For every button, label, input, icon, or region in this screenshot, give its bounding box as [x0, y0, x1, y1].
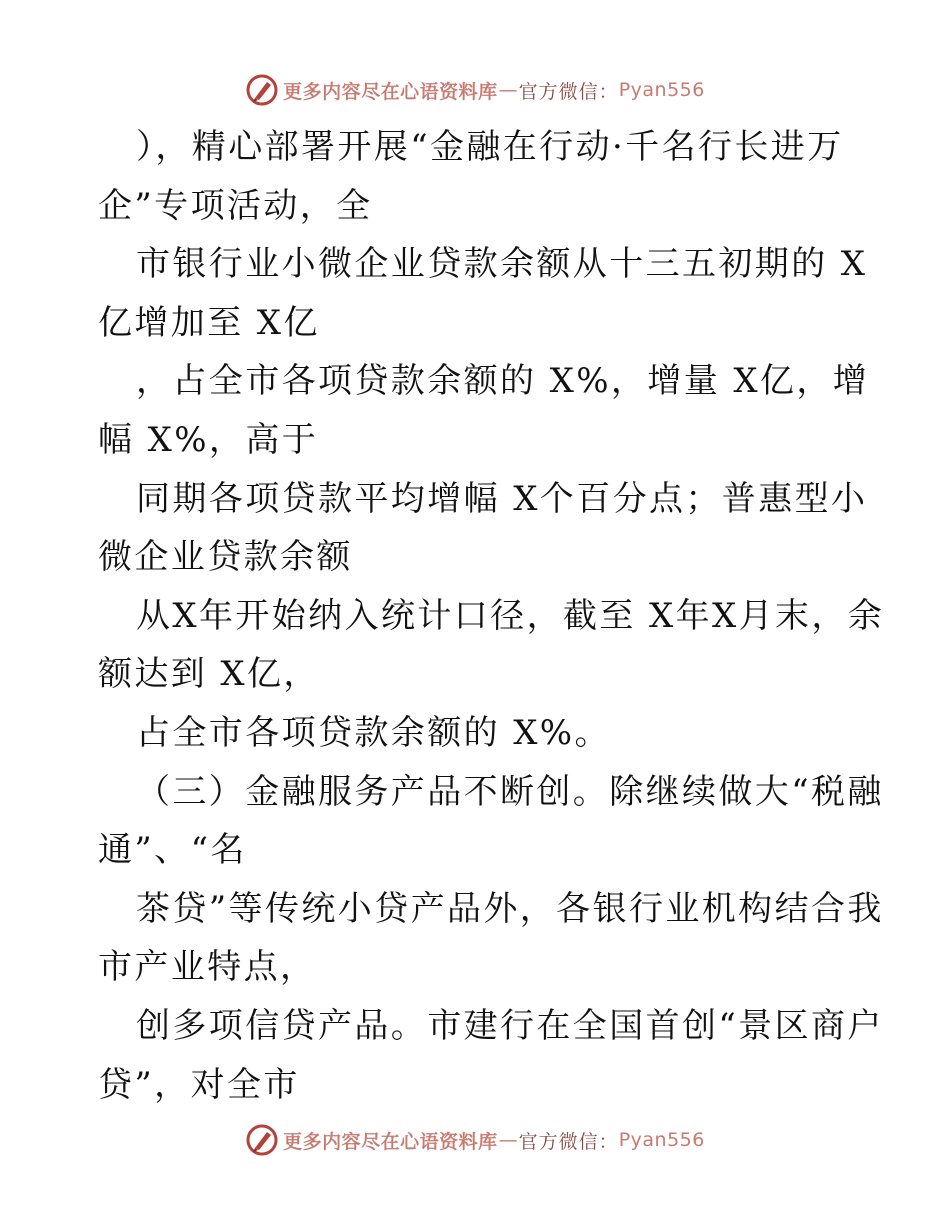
- text-line: 市产业特点，: [98, 947, 317, 988]
- text-line: 市银行业小微企业贷款余额从十三五初期的 X: [136, 244, 868, 285]
- text-line: ，占全市各项贷款余额的 X%，增量 X亿，增: [136, 361, 870, 402]
- watermark-id: Pyan556: [618, 79, 705, 101]
- text-line: 微企业贷款余额: [98, 537, 353, 578]
- text-line: 茶贷”等传统小贷产品外，各银行业机构结合我: [136, 888, 884, 929]
- text-line: 通”、“名: [98, 830, 247, 871]
- watermark-label: 官方微信：: [518, 80, 619, 103]
- text-line: 占全市各项贷款余额的 X%。: [136, 712, 611, 753]
- text-line: 贷”，对全市: [98, 1064, 300, 1105]
- watermark-label: 官方微信：: [518, 1130, 619, 1153]
- text-line: 企”专项活动，全: [98, 185, 373, 226]
- document-body: [98, 118, 885, 1114]
- pen-circle-logo-icon: [245, 1123, 279, 1157]
- watermark-site-text: 更多内容尽在心语资料库: [283, 80, 498, 103]
- text-line: （三）金融服务产品不断创。除继续做大“税融: [136, 771, 884, 812]
- text-line: 同期各项贷款平均增幅 X个百分点；普惠型小: [136, 478, 868, 519]
- text-line: 从X年开始纳入统计口径，截至 X年X月末，余: [136, 595, 885, 636]
- watermark-id: Pyan556: [618, 1129, 705, 1151]
- watermark-site-text: 更多内容尽在心语资料库: [283, 1130, 498, 1153]
- header-watermark: [0, 72, 950, 108]
- footer-watermark: [0, 1122, 950, 1158]
- watermark-dash: —: [498, 1129, 518, 1151]
- text-line: 创多项信贷产品。市建行在全国首创“景区商户: [136, 1005, 884, 1046]
- watermark-dash: —: [498, 79, 518, 101]
- text-line: 额达到 X亿，: [98, 654, 320, 695]
- text-line: 亿增加至 X亿: [98, 302, 320, 343]
- pen-circle-logo-icon: [245, 73, 279, 107]
- text-line: ），精心部署开展“金融在行动·千名行长进万: [136, 127, 844, 167]
- text-line: 幅 X%，高于: [98, 419, 319, 460]
